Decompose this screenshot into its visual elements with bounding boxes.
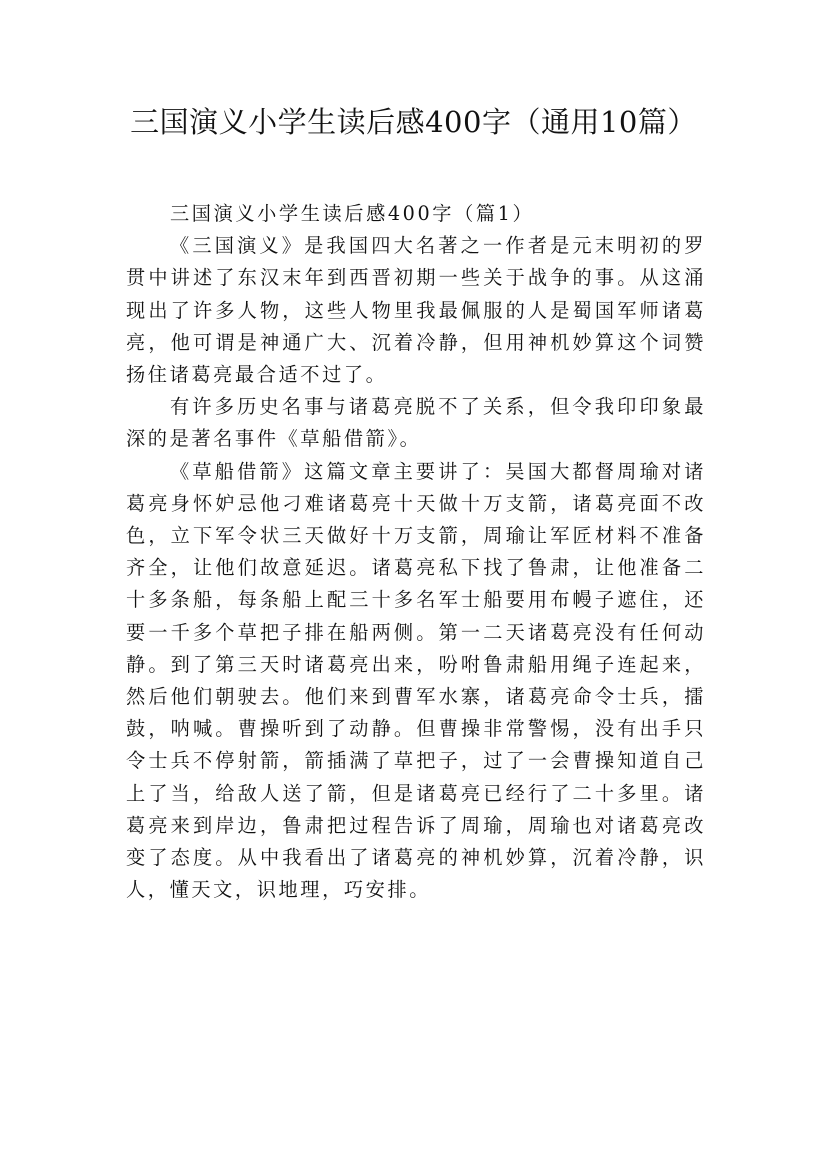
- section-heading: 三国演义小学生读后感400字（篇1）: [170, 202, 535, 225]
- paragraph-1: 《三国演义》是我国四大名著之一作者是元末明初的罗贯中讲述了东汉末年到西晋初期一些关于战争的事。从这涌现出了许多人物，这些人物里我最佩服的人是蜀国军师诸葛亮，他可谓是神通广大、沉着冷静，但用神机妙算这个词赞扬住诸葛亮最合适不过了。: [126, 234, 706, 387]
- document-body: [126, 198, 706, 906]
- paragraph-3: 《草船借箭》这篇文章主要讲了：吴国大都督周瑜对诸葛亮身怀妒忌他刁难诸葛亮十天做十万支箭，诸葛亮面不改色，立下军令状三天做好十万支箭，周瑜让军匠材料不准备齐全，让他们故意延迟。诸葛亮私下找了鲁肃，让他准备二十多条船，每条船上配三十多名军士船要用布幔子遮住，还要一千多个草把子排在船两侧。第一二天诸葛亮没有任何动静。到了第三天时诸葛亮出来，吩咐鲁肃船用绳子连起来，然后他们朝驶去。他们来到曹军水寨，诸葛亮命令士兵，擂鼓，呐喊。曹操听到了动静。但曹操非常警惕，没有出手只令士兵不停射箭，箭插满了草把子，过了一会曹操知道自己上了当，给敌人送了箭，但是诸葛亮已经行了二十多里。诸葛亮来到岸边，鲁肃把过程告诉了周瑜，周瑜也对诸葛亮改变了态度。从中我看出了诸葛亮的神机妙算，沉着冷静，识人，懂天文，识地理，巧安排。: [126, 459, 706, 902]
- document-title: 三国演义小学生读后感400字（通用10篇）: [130, 105, 697, 139]
- paragraph-2: 有许多历史名事与诸葛亮脱不了关系，但令我印印象最深的是著名事件《草船借箭》。: [126, 395, 706, 451]
